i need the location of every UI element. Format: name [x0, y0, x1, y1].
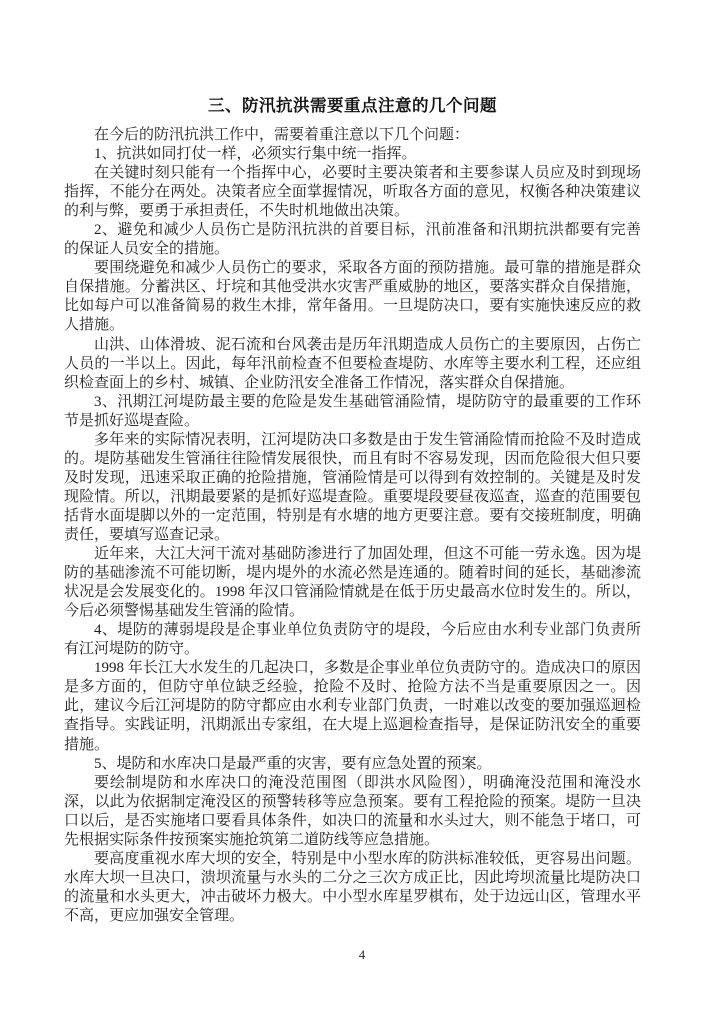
paragraph: 4、堤防的薄弱堤段是企事业单位负责防守的堤段，今后应由水利专业部门负责所有江河堤防的防守。 [64, 622, 641, 658]
paragraph: 在今后的防汛抗洪工作中，需要着重注意以下几个问题： [94, 127, 470, 143]
paragraph: 1998 年长江大水发生的几起决口，多数是企事业单位负责防守的。造成决口的原因是多方面的，但防守单位缺乏经验，抢险不及时、抢险方法不当是重要原因之一。因此，建议今后江河堤防的防守都应由水利专业部门负责，一时难以改变的要加强巡迴检查指导。实践证明，汛期派出专家组，在大堤上巡迴检查指导，是保证防汛安全的重要措施。 [64, 660, 641, 753]
paragraph-list [64, 126, 641, 926]
document-title: 三、防汛抗洪需要重点注意的几个问题 [208, 97, 497, 115]
document-body [64, 92, 641, 926]
paragraph: 近年来，大江大河干流对基础防渗进行了加固处理，但这不可能一劳永逸。因为堤防的基础渗流不可能切断，堤内堤外的水流必然是连通的。随着时间的延长，基础渗流状况是会发展变化的。1998 年汉口管涌险情就是在低于历史最高水位时发生的。所以，今后必须警惕基础发生管涌的险情。 [64, 546, 641, 620]
paragraph: 2、避免和减少人员伤亡是防汛抗洪的首要目标，汛前准备和汛期抗洪都要有完善的保证人员安全的措施。 [64, 222, 641, 258]
paragraph: 要围绕避免和减少人员伤亡的要求，采取各方面的预防措施。最可靠的措施是群众自保措施。分蓄洪区、圩垸和其他受洪水灾害严重威胁的地区，要落实群众自保措施，比如每户可以准备简易的救生木排，常年备用。一旦堤防决口，要有实施快速反应的救人措施。 [64, 260, 641, 334]
paragraph: 5、堤防和水库决口是最严重的灾害，要有应急处置的预案。 [94, 755, 492, 772]
paragraph: 在关键时刻只能有一个指挥中心，必要时主要决策者和主要参谋人员应及时到现场指挥，不能分在两处。决策者应全面掌握情况，听取各方面的意见，权衡各种决策建议的利与弊，要勇于承担责任，不失时机地做出决策。 [64, 165, 641, 220]
paragraph: 多年来的实际情况表明，江河堤防决口多数是由于发生管涌险情而抢险不及时造成的。堤防基础发生管涌往往险情发展很快，而且有时不容易发现，因而危险很大但只要及时发现，迅速采取正确的抢险措施，管涌险情是可以得到有效控制的。关键是及时发现险情。所以，汛期最要紧的是抓好巡堤查险。重要堤段要昼夜巡查，巡查的范围要包括背水面堤脚以外的一定范围，特别是有水塘的地方更要注意。要有交接班制度，明确责任，要填写巡查记录。 [64, 431, 641, 543]
paragraph: 1、抗洪如同打仗一样，必须实行集中统一指挥。 [94, 146, 417, 163]
paragraph: 3、汛期江河堤防最主要的危险是发生基础管涌险情，堤防防守的最重要的工作环节是抓好巡堤查险。 [64, 393, 641, 429]
page-number: 4 [358, 948, 366, 962]
paragraph: 要绘制堤防和水库决口的淹没范围图（即洪水风险图），明确淹没范围和淹没水深，以此为依据制定淹没区的预警转移等应急预案。要有工程抢险的预案。堤防一旦决口以后，是否实施堵口要看具体条件，如决口的流量和水头过大，则不能急于堵口，可先根据实际条件按预案实施抢筑第二道防线等应急措施。 [64, 774, 641, 848]
paragraph: 山洪、山体滑坡、泥石流和台风袭击是历年汛期造成人员伤亡的主要原因，占伤亡人员的一半以上。因此，每年汛前检查不但要检查堤防、水库等主要水利工程，还应组织检查面上的乡村、城镇、企业防汛安全准备工作情况，落实群众自保措施。 [64, 336, 641, 391]
paragraph: 要高度重视水库大坝的安全，特别是中小型水库的防洪标准较低，更容易出问题。水库大坝一旦决口，溃坝流量与水头的二分之三次方成正比，因此垮坝流量比堤防决口的流量和水头更大，冲击破坏力极大。中小型水库星罗棋布，处于边远山区，管理水平不高，更应加强安全管理。 [64, 850, 641, 924]
